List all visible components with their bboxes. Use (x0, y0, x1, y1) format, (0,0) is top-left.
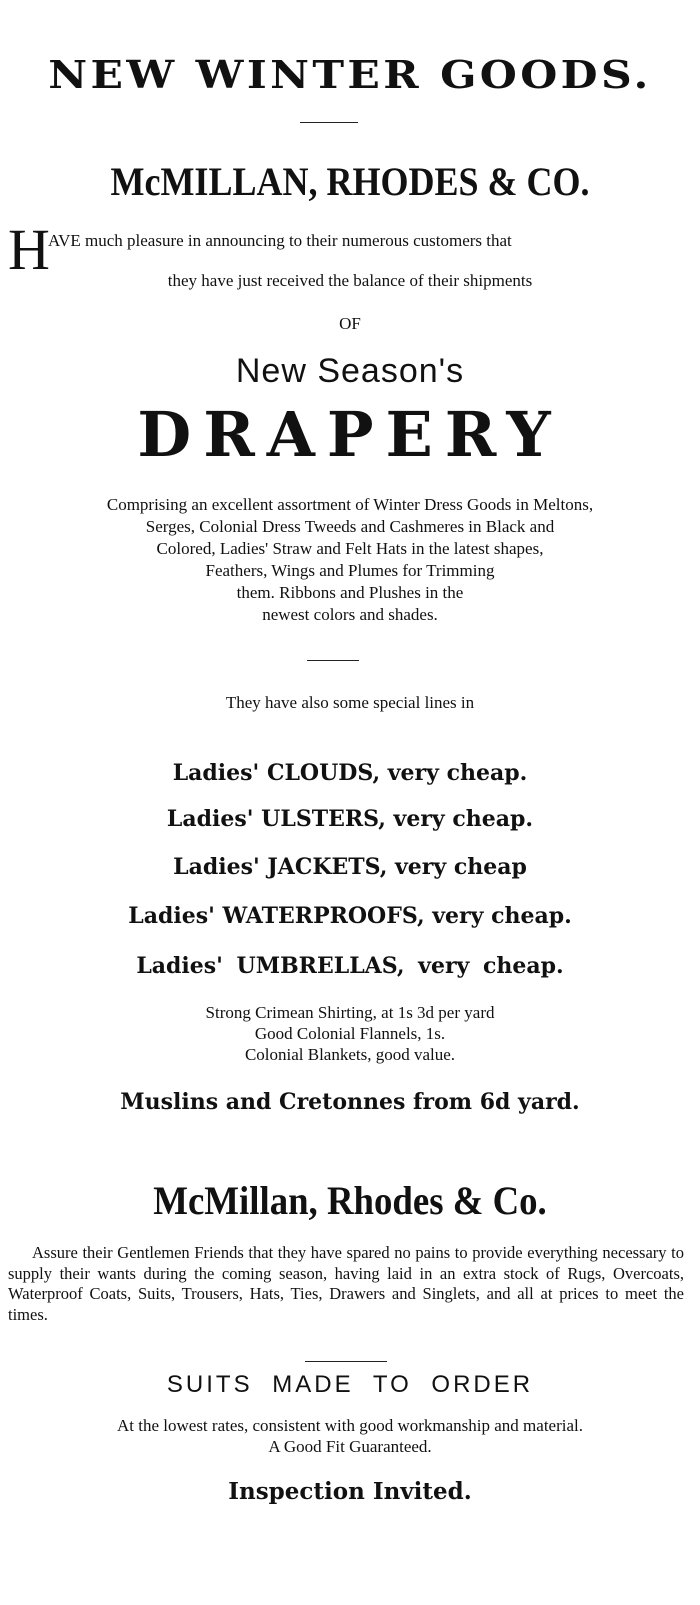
special-line-ulsters: Ladies' ULSTERS, very cheap. (166, 806, 534, 832)
goods-line: Strong Crimean Shirting, at 1s 3d per yard (205, 1003, 495, 1022)
comprising-line: Comprising an excellent assortment of Winter Dress Goods in Meltons, (106, 495, 594, 514)
comprising-line: Serges, Colonial Dress Tweeds and Cashmeres in Black and (145, 517, 555, 536)
suits-made-to-order: SUITS MADE TO ORDER (166, 1371, 534, 1398)
muslins-line: Muslins and Cretonnes from 6d yard. (120, 1089, 580, 1115)
special-line-clouds: Ladies' CLOUDS, very cheap. (172, 760, 528, 786)
firm-name-secondary: McMillan, Rhodes & Co. (153, 1178, 547, 1223)
special-line-waterproofs: Ladies' WATERPROOFS, very cheap. (128, 903, 572, 929)
comprising-paragraph (0, 494, 700, 626)
drop-cap: H (8, 217, 50, 282)
comprising-line: them. Ribbons and Plushes in the (236, 583, 464, 602)
rates-line: At the lowest rates, consistent with good workmanship and material. (117, 1416, 583, 1435)
gentlemen-paragraph: Assure their Gentlemen Friends that they have spared no pains to provide everything necessary to supply their wants during the coming season, having laid in an extra stock of Rugs, Overcoats, Waterproof Coats, Suits, Trousers, Hats, Ties, Drawers and Singlets, and all at prices to meet the times. (8, 1243, 684, 1324)
comprising-line: Feathers, Wings and Plumes for Trimming (205, 561, 495, 580)
inspection-invited: Inspection Invited. (228, 1478, 472, 1505)
goods-list (0, 1002, 700, 1065)
goods-line: Good Colonial Flannels, 1s. (254, 1024, 446, 1043)
goods-line: Colonial Blankets, good value. (244, 1045, 456, 1064)
intro-line-1: AVE much pleasure in announcing to their numerous customers that (48, 231, 512, 250)
comprising-line: Colored, Ladies' Straw and Felt Hats in the latest shapes, (156, 539, 544, 558)
special-line-jackets: Ladies' JACKETS, very cheap (173, 854, 527, 880)
divider-rule (300, 122, 358, 123)
drapery-label: DRAPERY (137, 398, 563, 471)
divider-rule (305, 1361, 387, 1362)
comprising-line: newest colors and shades. (262, 605, 438, 624)
divider-rule (307, 660, 359, 661)
rates-line: A Good Fit Guaranteed. (268, 1437, 432, 1456)
special-lines-intro: They have also some special lines in (225, 693, 475, 712)
firm-name: McMILLAN, RHODES & CO. (110, 159, 590, 204)
intro-line-2: they have just received the balance of their shipments (167, 271, 533, 290)
headline: NEW WINTER GOODS. (48, 52, 652, 97)
rates-paragraph (0, 1415, 700, 1457)
special-line-umbrellas: Ladies' UMBRELLAS, very cheap. (136, 953, 564, 979)
of-label: OF (339, 314, 361, 333)
season-label: New Season's (235, 352, 465, 390)
